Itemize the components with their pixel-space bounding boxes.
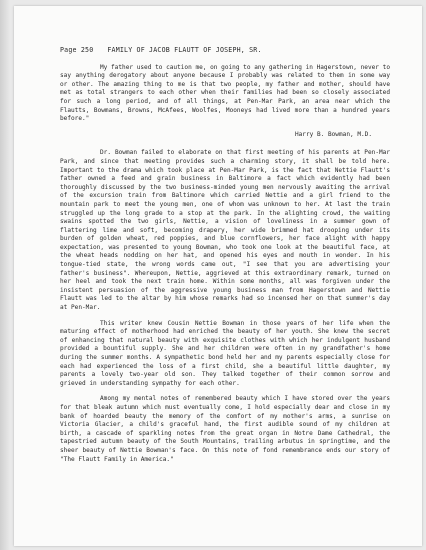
page-number: Page 250 [60,46,94,54]
page-header [60,46,390,55]
paragraph-4: Among my mental notes of remembered beauty which I have stored over the years for that bleak autumn which must eventually come, I hold especially dear and close in my bank of hoarded beauty the memory of the comfort of my mother's arms, a sunrise on Victoria Glacier, a child's graceful hand, the first audible sound of my children at birth, a cascade of sparkling notes from the great organ in Notre Dame Cathedral, the tapestried autumn beauty of the South Mountains, trailing arbutus in springtime, and the sheer beauty of Nettie Bowman's face. On this note of fond remembrance ends our story of "The Flautt Family in America." [60,395,390,463]
paragraph-1: My father used to caution me, on going to any gathering in Hagerstown, never to say anything derogatory about anyone because I probably was related to them in some way or other. The amazing thing to me is that two people, my father and mother, should have met as total strangers to each other when their families had been so closely associated for such a long period, and of all things, at Pen-Mar Park, an area near which the Flautts, Bowmans, Browns, McAfees, Woolfes, Mooneys had lived more than a hundred years before." [60,63,390,123]
paragraph-2: Dr. Bowman failed to elaborate on that first meeting of his parents at Pen-Mar Park, and since that meeting provides such a charming story, it shall be told here. Important to the drama which took place at Pen-Mar Park, is the fact that Nettie Flautt's father owned a feed and grain business in Baltimore a fact which evidently had been thoroughly discussed by the two business-minded young men nervously awaiting the arrival of the excursion train from Baltimore which carried Nettie and a girl friend to the mountain park to meet the young men, one of whom was unknown to her. At last the train struggled up the long grade to a stop at the park. In the alighting crowd, the waiting swains spotted the two girls, Nettie, a vision of loveliness in a summer gown of flattering lime and soft, becoming drapery, her wide brimmed hat drooping under its burden of golden wheat, red poppies, and blue cornflowers, her face alight with happy expectation, was presented to young Bowman, who took one look at the beautiful face, at the wheat heads nodding on her hat, and opened his eyes and mouth in wonder. In his tongue-tied state, the wrong words came out, "I see that you are advertising your father's business". Whereupon, Nettie, aggrieved at this extraordinary remark, turned on her heel and took the next train home. Within some months, all was forgiven under the insistent persuasion of the aggressive young business man from Hagerstown and Nettie Flautt was led to the altar by him whose remarks had so incensed her on that summer's day at Pen-Mar. [60,149,390,312]
paragraph-3: This writer knew Cousin Nettie Bowman in those years of her life when the maturing effect of motherhood had enriched the beauty of her youth. She knew the secret of enhancing that natural beauty with exquisite clothes with which her indulgent husband provided a bountiful supply. She and her children were often in my grandfather's home during the summer months. A sympathetic bond held her and my parents especially close for each had experienced the loss of a first child, she a beautiful little daughter, my parents a lovely two-year old son. They talked together of their common sorrow and grieved in understanding sympathy for each other. [60,319,390,387]
page-content [60,46,390,471]
scan-shadow-edge [0,0,10,550]
page-title: FAMILY OF JACOB FLAUTT OF JOSEPH, SR. [107,46,262,54]
signature: Harry B. Bowman, M.D. [294,130,372,138]
document-page [14,6,422,546]
